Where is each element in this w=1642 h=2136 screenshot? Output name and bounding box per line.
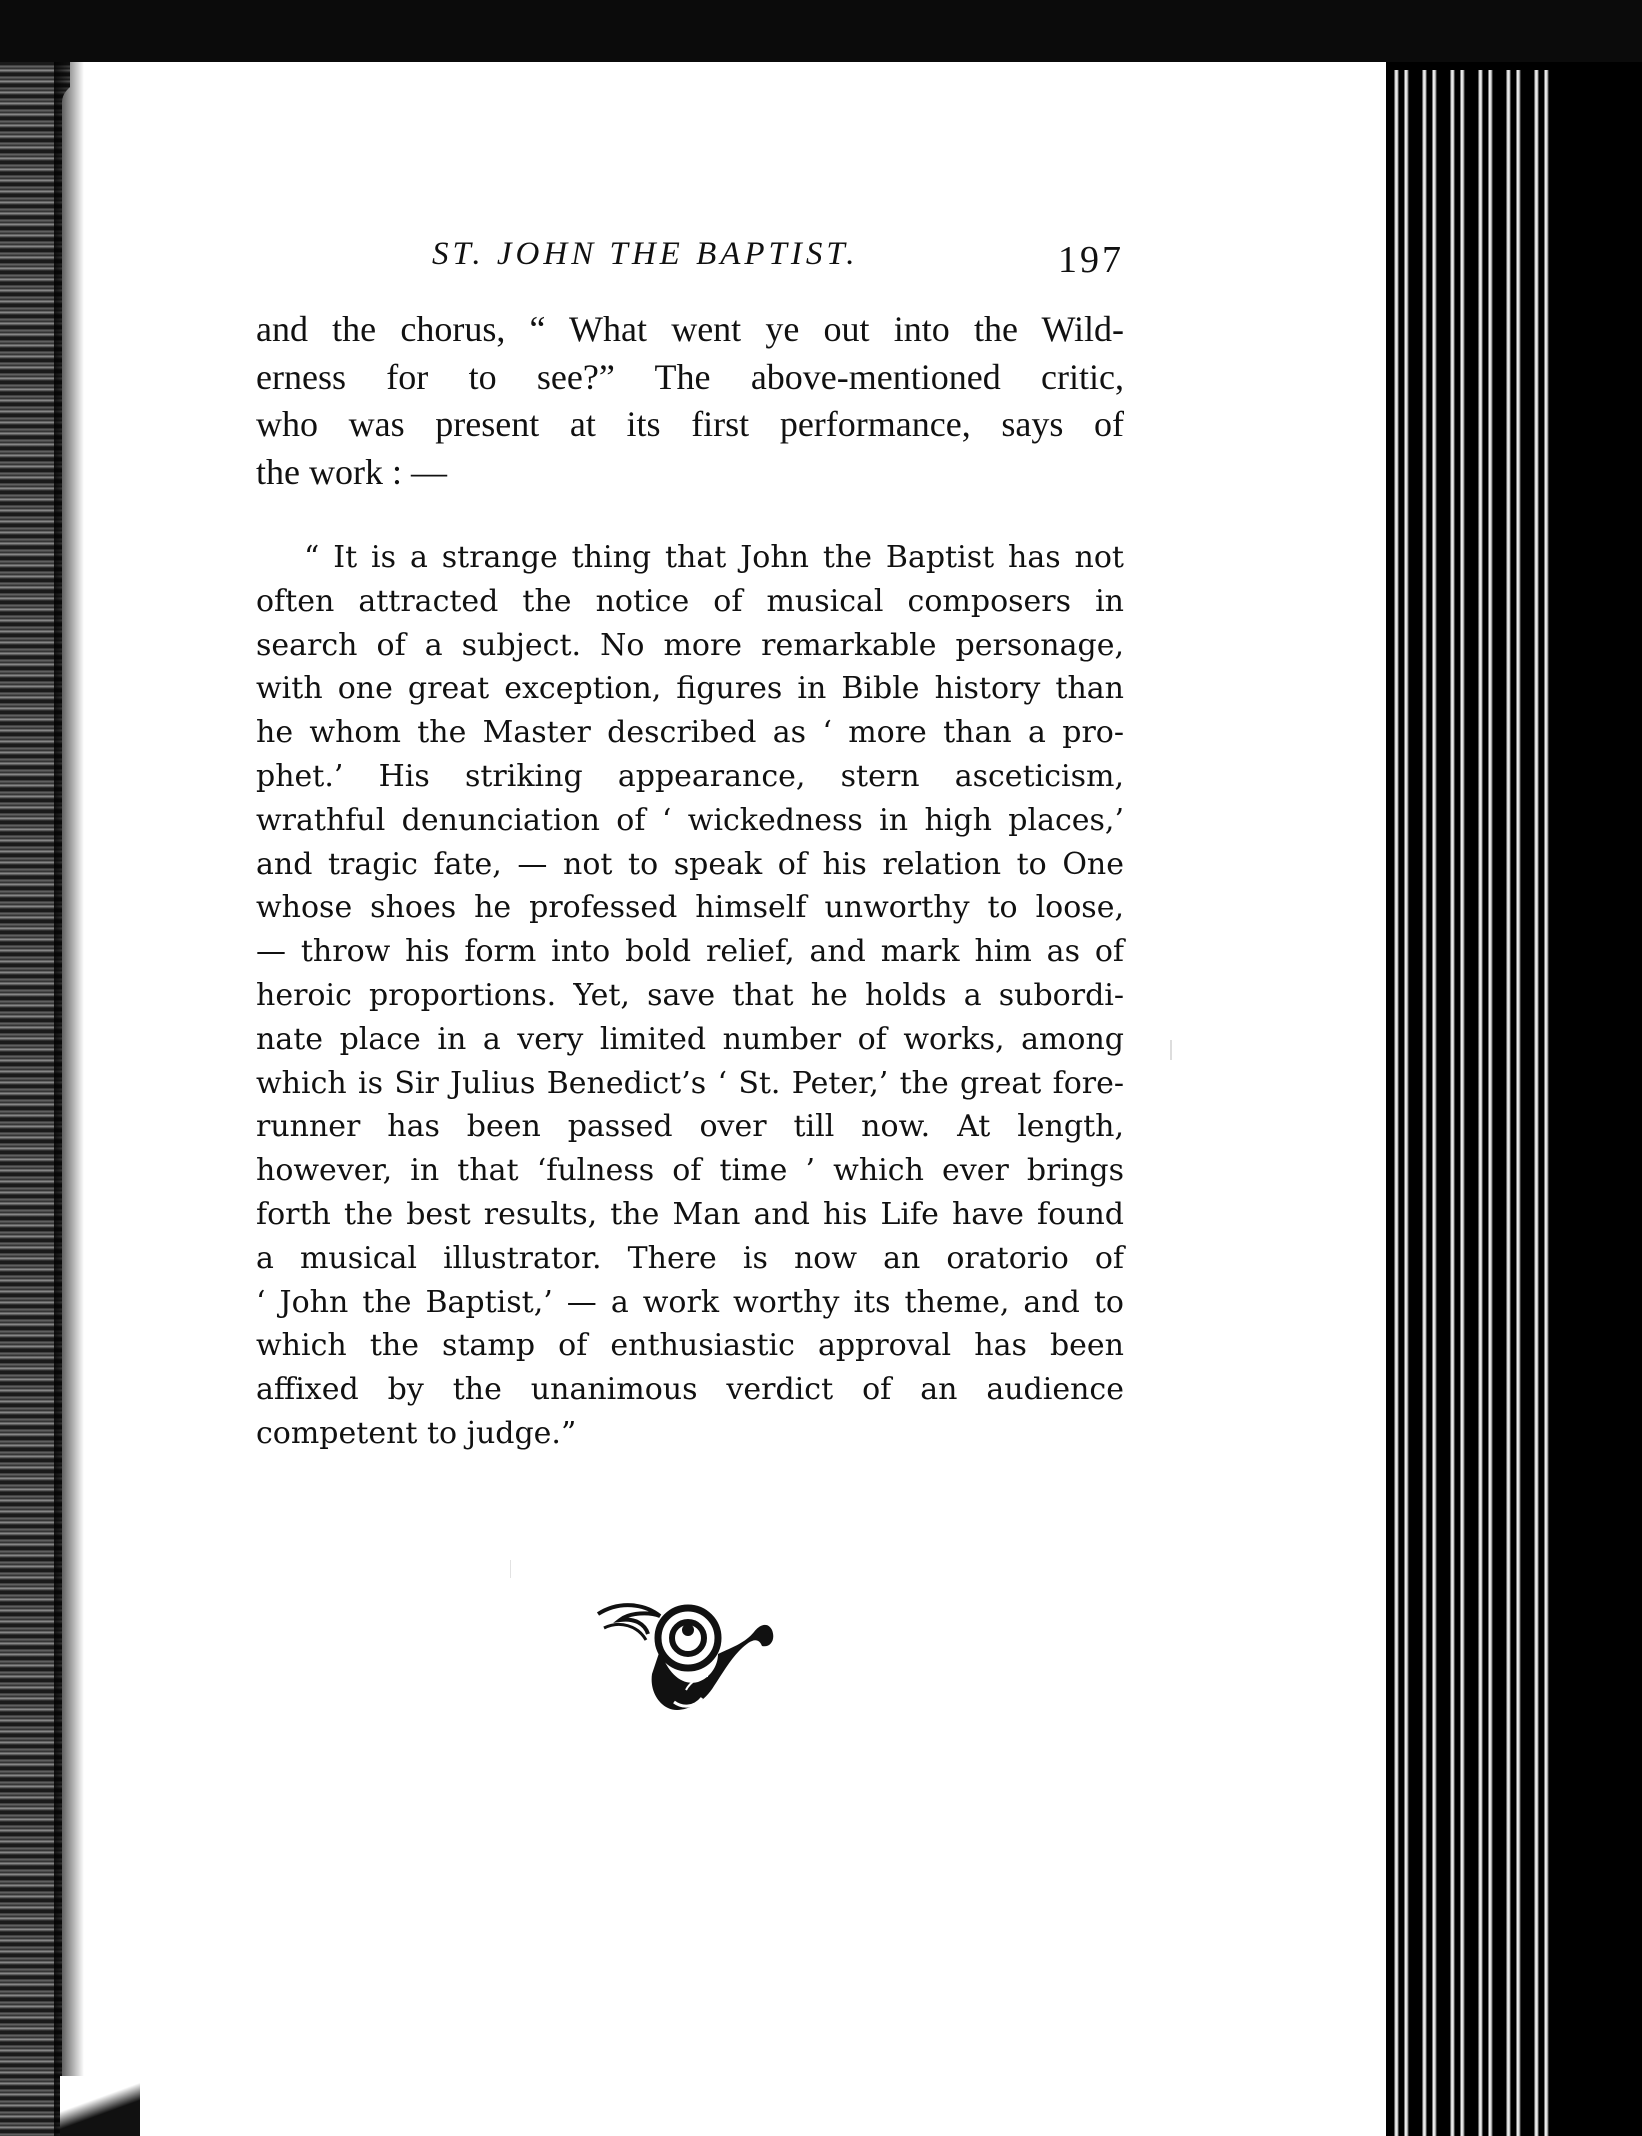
- quote-line: ‘ John the Baptist,’ — a work worthy its theme, and to: [256, 1284, 1124, 1320]
- quote-line: runner has been passed over till now. At length,: [256, 1109, 1124, 1145]
- page-corner-curl: [60, 2076, 140, 2136]
- quote-line: which is Sir Julius Benedict’s ‘ St. Peter,’ the great fore-: [256, 1065, 1124, 1101]
- page-number: 197: [1058, 239, 1124, 281]
- margin-speck: [1170, 1040, 1172, 1060]
- quote-line: heroic proportions. Yet, save that he holds a subordi-: [256, 977, 1124, 1013]
- body-line: who was present at its first performance, says of: [256, 404, 1124, 444]
- scan-top-border: [0, 0, 1642, 62]
- quote-line: phet.’ His striking appearance, stern asceticism,: [256, 758, 1124, 794]
- quote-line: search of a subject. No more remarkable personage,: [256, 627, 1124, 663]
- quoted-review: [256, 536, 1124, 1456]
- quote-line: nate place in a very limited number of works, among: [256, 1021, 1124, 1057]
- quote-line: — throw his form into bold relief, and mark him as of: [256, 934, 1124, 970]
- quote-line: competent to judge.”: [256, 1415, 577, 1451]
- body-paragraph: [256, 306, 1124, 496]
- quote-line: which the stamp of enthusiastic approval has been: [256, 1328, 1124, 1364]
- quote-line: he whom the Master described as ‘ more than a pro-: [256, 715, 1124, 751]
- running-head: [256, 230, 1124, 290]
- quote-line: forth the best results, the Man and his Life have found: [256, 1196, 1124, 1232]
- quote-line: wrathful denunciation of ‘ wickedness in high places,’: [256, 802, 1124, 838]
- quote-line: and tragic fate, — not to speak of his relation to One: [256, 846, 1124, 882]
- fore-edge-leaves: [1388, 70, 1588, 2136]
- quote-line: often attracted the notice of musical composers in: [256, 583, 1124, 619]
- floral-tailpiece-icon: [590, 1590, 790, 1720]
- quote-line: whose shoes he professed himself unworthy to loose,: [256, 890, 1124, 926]
- quote-line: “ It is a strange thing that John the Baptist has not: [304, 540, 1124, 575]
- quote-line: a musical illustrator. There is now an oratorio of: [256, 1240, 1124, 1276]
- quote-line: with one great exception, figures in Bible history than: [256, 671, 1124, 707]
- quote-line: however, in that ‘fulness of time ’ which ever brings: [256, 1153, 1124, 1189]
- body-line: the work : —: [256, 451, 447, 492]
- gutter-shadow: [54, 62, 84, 2136]
- running-title: ST. JOHN THE BAPTIST.: [432, 236, 859, 272]
- margin-speck: [510, 1560, 511, 1578]
- body-line: and the chorus, “ What went ye out into the Wild-: [256, 309, 1124, 349]
- body-line: erness for to see?” The above-mentioned critic,: [256, 356, 1124, 397]
- fore-edge-dark: [1560, 62, 1642, 2136]
- quote-line: affixed by the unanimous verdict of an audience: [256, 1372, 1124, 1408]
